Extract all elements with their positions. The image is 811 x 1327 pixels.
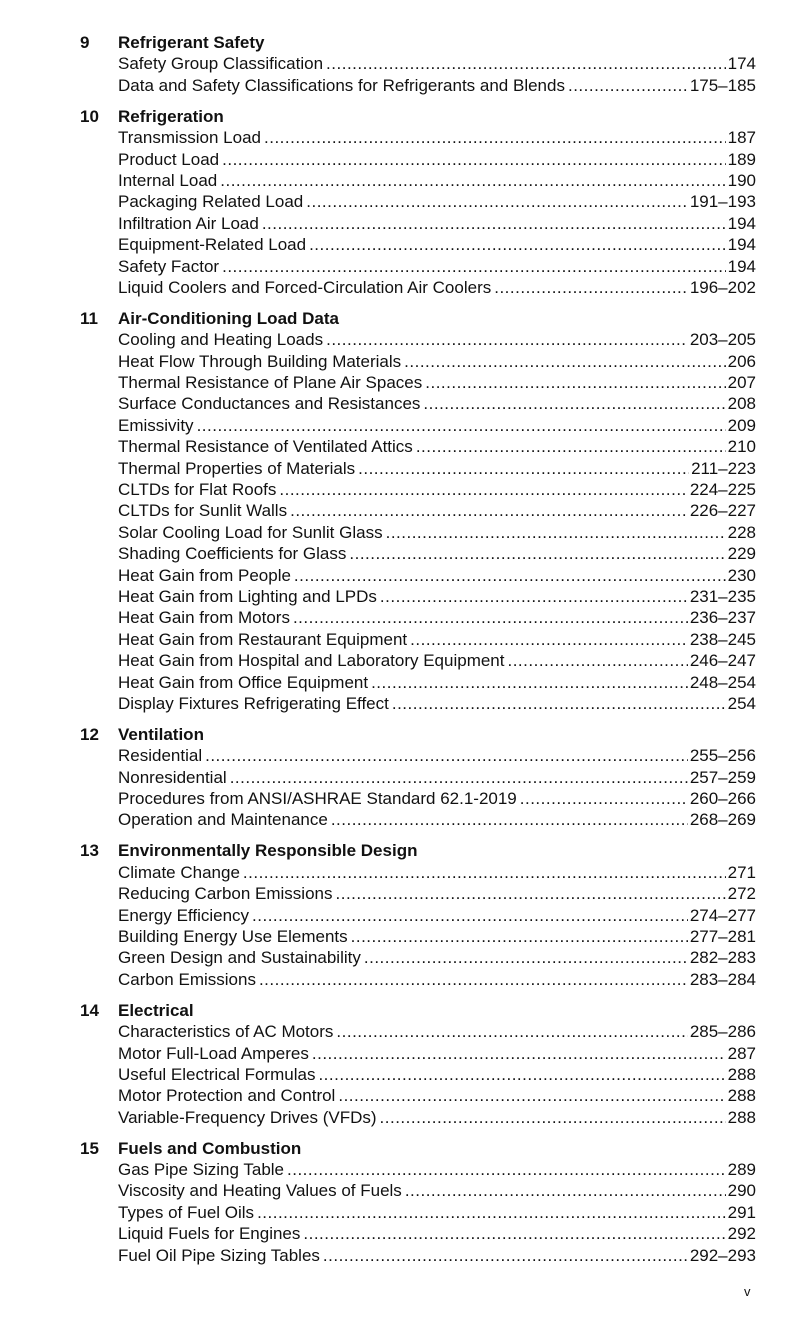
entry-title: Characteristics of AC Motors bbox=[118, 1022, 334, 1042]
entry-page-number: 272 bbox=[727, 884, 756, 904]
dot-leader bbox=[380, 1107, 726, 1128]
entry-page-number: 271 bbox=[727, 862, 756, 882]
toc-entry[interactable] bbox=[118, 543, 756, 564]
section-number: 10 bbox=[80, 106, 99, 126]
entry-page-number: 289 bbox=[727, 1160, 756, 1180]
entry-page-number: 283–284 bbox=[689, 969, 756, 989]
entry-title: Heat Flow Through Building Materials bbox=[118, 351, 402, 371]
dot-leader bbox=[222, 149, 725, 170]
entry-page-number: 191–193 bbox=[689, 192, 756, 212]
dot-leader bbox=[326, 53, 726, 74]
dot-leader bbox=[205, 745, 688, 766]
entry-title: Shading Coefficients for Glass bbox=[118, 544, 347, 564]
toc-entry[interactable] bbox=[118, 277, 756, 298]
dot-leader bbox=[294, 565, 726, 586]
dot-leader bbox=[323, 1245, 688, 1266]
section-heading bbox=[80, 308, 756, 329]
dot-leader bbox=[425, 372, 725, 393]
entry-title: Data and Safety Classifications for Refrigerants and Blends bbox=[118, 75, 565, 95]
toc-entry[interactable] bbox=[118, 862, 756, 883]
entry-title: Liquid Fuels for Engines bbox=[118, 1224, 301, 1244]
entry-page-number: 229 bbox=[727, 544, 756, 564]
toc-entry[interactable] bbox=[118, 947, 756, 968]
entry-page-number: 260–266 bbox=[689, 789, 756, 809]
section-title: Air-Conditioning Load Data bbox=[118, 308, 339, 328]
dot-leader bbox=[386, 522, 726, 543]
entry-title: Product Load bbox=[118, 149, 220, 169]
toc-entry[interactable] bbox=[118, 149, 756, 170]
table-of-contents bbox=[80, 32, 756, 1276]
toc-entry[interactable] bbox=[118, 256, 756, 277]
toc-entry[interactable] bbox=[118, 170, 756, 191]
entry-page-number: 254 bbox=[727, 693, 756, 713]
entry-page-number: 194 bbox=[727, 213, 756, 233]
entry-title: Heat Gain from Hospital and Laboratory Equipment bbox=[118, 651, 505, 671]
entry-title: Nonresidential bbox=[118, 767, 227, 787]
dot-leader bbox=[336, 1021, 687, 1042]
toc-entry[interactable] bbox=[118, 479, 756, 500]
entry-title: Cooling and Heating Loads bbox=[118, 330, 324, 350]
entry-title: Gas Pipe Sizing Table bbox=[118, 1160, 285, 1180]
entry-title: Procedures from ANSI/ASHRAE Standard 62.1-2019 bbox=[118, 789, 517, 809]
toc-entry[interactable] bbox=[118, 1180, 756, 1201]
entry-title: Energy Efficiency bbox=[118, 905, 250, 925]
dot-leader bbox=[197, 415, 726, 436]
entry-title: Useful Electrical Formulas bbox=[118, 1064, 316, 1084]
entry-title: Operation and Maintenance bbox=[118, 810, 328, 830]
entry-title: Fuel Oil Pipe Sizing Tables bbox=[118, 1245, 320, 1265]
dot-leader bbox=[380, 586, 688, 607]
entry-page-number: 274–277 bbox=[689, 905, 756, 925]
dot-leader bbox=[364, 947, 688, 968]
entry-page-number: 268–269 bbox=[689, 810, 756, 830]
dot-leader bbox=[338, 1085, 725, 1106]
entry-page-number: 231–235 bbox=[689, 586, 756, 606]
dot-leader bbox=[290, 500, 688, 521]
section-heading bbox=[80, 106, 756, 127]
entry-title: CLTDs for Sunlit Walls bbox=[118, 501, 288, 521]
toc-entry[interactable] bbox=[118, 329, 756, 350]
entry-title: Infiltration Air Load bbox=[118, 213, 259, 233]
dot-leader bbox=[243, 862, 726, 883]
entry-title: Internal Load bbox=[118, 170, 218, 190]
dot-leader bbox=[410, 629, 688, 650]
dot-leader bbox=[416, 436, 726, 457]
section-title: Refrigerant Safety bbox=[118, 33, 265, 52]
section-number: 9 bbox=[80, 33, 90, 52]
toc-entry[interactable] bbox=[118, 458, 756, 479]
toc-entry[interactable] bbox=[118, 788, 756, 809]
section-heading bbox=[80, 1138, 756, 1159]
dot-leader bbox=[404, 351, 725, 372]
entry-title: Liquid Coolers and Forced-Circulation Air Coolers bbox=[118, 277, 492, 297]
entry-title: Climate Change bbox=[118, 862, 240, 882]
toc-entry[interactable] bbox=[118, 1064, 756, 1085]
entry-page-number: 277–281 bbox=[689, 927, 756, 946]
dot-leader bbox=[262, 213, 726, 234]
dot-leader bbox=[306, 191, 688, 212]
dot-leader bbox=[287, 1159, 726, 1180]
dot-leader bbox=[507, 650, 687, 671]
entry-page-number: 290 bbox=[727, 1181, 756, 1201]
entry-title: Viscosity and Heating Values of Fuels bbox=[118, 1181, 402, 1201]
entry-page-number: 291 bbox=[727, 1202, 756, 1222]
entry-title: Equipment-Related Load bbox=[118, 235, 307, 255]
dot-leader bbox=[371, 672, 688, 693]
dot-leader bbox=[309, 234, 726, 255]
entry-title: Heat Gain from Restaurant Equipment bbox=[118, 629, 408, 649]
toc-entry[interactable] bbox=[118, 191, 756, 212]
entry-title: Residential bbox=[118, 746, 203, 766]
entry-page-number: 207 bbox=[727, 373, 756, 393]
toc-section bbox=[80, 1000, 756, 1128]
toc-entry[interactable] bbox=[118, 650, 756, 671]
section-title: Electrical bbox=[118, 1000, 194, 1020]
entry-title: Heat Gain from People bbox=[118, 565, 291, 585]
dot-leader bbox=[222, 256, 726, 277]
entry-page-number: 288 bbox=[727, 1086, 756, 1106]
entry-page-number: 248–254 bbox=[689, 672, 756, 692]
toc-entry[interactable] bbox=[118, 745, 756, 766]
dot-leader bbox=[326, 329, 688, 350]
toc-section bbox=[80, 32, 756, 96]
dot-leader bbox=[312, 1043, 726, 1064]
entry-page-number: 230 bbox=[727, 565, 756, 585]
entry-page-number: 190 bbox=[727, 170, 756, 190]
entry-title: Surface Conductances and Resistances bbox=[118, 394, 421, 414]
toc-section bbox=[80, 1138, 756, 1266]
page-number: v bbox=[744, 1284, 751, 1299]
entry-page-number: 203–205 bbox=[689, 330, 756, 350]
section-heading bbox=[80, 724, 756, 745]
section-heading bbox=[80, 840, 756, 861]
entry-title: CLTDs for Flat Roofs bbox=[118, 480, 277, 499]
entry-page-number: 285–286 bbox=[689, 1022, 756, 1042]
toc-entry[interactable] bbox=[118, 75, 756, 96]
dot-leader bbox=[303, 1223, 725, 1244]
dot-leader bbox=[279, 479, 687, 500]
entry-page-number: 174 bbox=[727, 54, 756, 74]
dot-leader bbox=[351, 926, 688, 947]
toc-entry[interactable] bbox=[118, 905, 756, 926]
entry-page-number: 228 bbox=[727, 522, 756, 542]
entry-page-number: 208 bbox=[727, 394, 756, 414]
toc-entry[interactable] bbox=[118, 127, 756, 148]
toc-entry[interactable] bbox=[118, 586, 756, 607]
dot-leader bbox=[264, 127, 726, 148]
toc-section bbox=[80, 840, 756, 990]
entry-title: Heat Gain from Motors bbox=[118, 608, 290, 628]
entry-title: Emissivity bbox=[118, 415, 194, 435]
entry-title: Motor Full-Load Amperes bbox=[118, 1043, 309, 1063]
dot-leader bbox=[423, 393, 725, 414]
dot-leader bbox=[230, 767, 688, 788]
toc-entry[interactable] bbox=[118, 393, 756, 414]
dot-leader bbox=[494, 277, 688, 298]
dot-leader bbox=[252, 905, 688, 926]
dot-leader bbox=[349, 543, 725, 564]
entry-page-number: 238–245 bbox=[689, 629, 756, 649]
dot-leader bbox=[358, 458, 689, 479]
section-heading bbox=[80, 1000, 756, 1021]
toc-entry[interactable] bbox=[118, 351, 756, 372]
toc-section bbox=[80, 106, 756, 299]
toc-entry[interactable] bbox=[118, 565, 756, 586]
dot-leader bbox=[392, 693, 726, 714]
entry-page-number: 287 bbox=[727, 1043, 756, 1063]
entry-title: Motor Protection and Control bbox=[118, 1086, 336, 1106]
entry-page-number: 175–185 bbox=[689, 75, 756, 95]
toc-entry[interactable] bbox=[118, 1043, 756, 1064]
entry-title: Packaging Related Load bbox=[118, 192, 304, 212]
toc-entry[interactable] bbox=[118, 693, 756, 714]
section-number: 14 bbox=[80, 1000, 99, 1020]
toc-entry[interactable] bbox=[118, 809, 756, 830]
entry-title: Safety Factor bbox=[118, 256, 220, 276]
entry-page-number: 257–259 bbox=[689, 767, 756, 787]
toc-entry[interactable] bbox=[118, 415, 756, 436]
toc-entry[interactable] bbox=[118, 436, 756, 457]
toc-entry[interactable] bbox=[118, 1202, 756, 1223]
entry-title: Thermal Properties of Materials bbox=[118, 458, 356, 478]
toc-entry[interactable] bbox=[118, 1021, 756, 1042]
entry-page-number: 226–227 bbox=[689, 501, 756, 521]
toc-entry[interactable] bbox=[118, 1223, 756, 1244]
section-title: Fuels and Combustion bbox=[118, 1138, 302, 1158]
toc-entry[interactable] bbox=[118, 1107, 756, 1128]
toc-entry[interactable] bbox=[118, 234, 756, 255]
toc-entry[interactable] bbox=[118, 629, 756, 650]
entry-title: Display Fixtures Refrigerating Effect bbox=[118, 693, 389, 713]
entry-page-number: 194 bbox=[727, 256, 756, 276]
toc-section bbox=[80, 308, 756, 714]
entry-title: Heat Gain from Lighting and LPDs bbox=[118, 586, 377, 606]
entry-page-number: 292–293 bbox=[689, 1245, 756, 1265]
dot-leader bbox=[336, 883, 726, 904]
toc-entry[interactable] bbox=[118, 969, 756, 990]
entry-page-number: 211–223 bbox=[691, 458, 756, 478]
section-number: 11 bbox=[80, 308, 98, 328]
dot-leader bbox=[520, 788, 688, 809]
entry-title: Thermal Resistance of Plane Air Spaces bbox=[118, 373, 423, 393]
toc-entry[interactable] bbox=[118, 1245, 756, 1266]
section-title: Environmentally Responsible Design bbox=[118, 841, 418, 861]
toc-entry[interactable] bbox=[118, 883, 756, 904]
entry-title: Carbon Emissions bbox=[118, 969, 256, 989]
toc-section bbox=[80, 724, 756, 831]
entry-page-number: 282–283 bbox=[689, 948, 756, 968]
toc-entry[interactable] bbox=[118, 926, 756, 947]
section-heading bbox=[80, 32, 756, 53]
entry-title: Solar Cooling Load for Sunlit Glass bbox=[118, 522, 383, 542]
section-title: Refrigeration bbox=[118, 106, 224, 126]
entry-page-number: 189 bbox=[727, 149, 756, 169]
entry-title: Thermal Resistance of Ventilated Attics bbox=[118, 437, 413, 457]
entry-page-number: 292 bbox=[727, 1224, 756, 1244]
entry-page-number: 255–256 bbox=[689, 746, 756, 766]
entry-title: Heat Gain from Office Equipment bbox=[118, 672, 369, 692]
section-number: 12 bbox=[80, 724, 99, 744]
toc-entry[interactable] bbox=[118, 607, 756, 628]
entry-title: Building Energy Use Elements bbox=[118, 927, 348, 946]
toc-entry[interactable] bbox=[118, 1159, 756, 1180]
dot-leader bbox=[331, 809, 688, 830]
entry-title: Types of Fuel Oils bbox=[118, 1202, 255, 1222]
toc-entry[interactable] bbox=[118, 372, 756, 393]
entry-title: Safety Group Classification bbox=[118, 54, 324, 74]
entry-page-number: 288 bbox=[727, 1064, 756, 1084]
entry-page-number: 210 bbox=[727, 437, 756, 457]
section-title: Ventilation bbox=[118, 724, 204, 744]
section-number: 13 bbox=[80, 841, 99, 861]
entry-title: Variable-Frequency Drives (VFDs) bbox=[118, 1107, 377, 1127]
toc-entry[interactable] bbox=[118, 213, 756, 234]
entry-title: Transmission Load bbox=[118, 128, 261, 148]
entry-title: Green Design and Sustainability bbox=[118, 948, 361, 968]
entry-page-number: 246–247 bbox=[689, 651, 756, 671]
dot-leader bbox=[405, 1180, 726, 1201]
section-number: 15 bbox=[80, 1138, 99, 1158]
dot-leader bbox=[220, 170, 725, 191]
entry-page-number: 196–202 bbox=[689, 277, 756, 297]
entry-page-number: 206 bbox=[727, 351, 756, 371]
entry-page-number: 224–225 bbox=[689, 480, 756, 499]
entry-title: Reducing Carbon Emissions bbox=[118, 884, 333, 904]
toc-entry[interactable] bbox=[118, 53, 756, 74]
toc-entry[interactable] bbox=[118, 500, 756, 521]
toc-entry[interactable] bbox=[118, 522, 756, 543]
dot-leader bbox=[318, 1064, 725, 1085]
dot-leader bbox=[293, 607, 688, 628]
toc-entry[interactable] bbox=[118, 672, 756, 693]
dot-leader bbox=[568, 75, 688, 96]
entry-page-number: 209 bbox=[727, 415, 756, 435]
toc-entry[interactable] bbox=[118, 1085, 756, 1106]
entry-page-number: 236–237 bbox=[689, 608, 756, 628]
entry-page-number: 187 bbox=[727, 128, 756, 148]
entry-page-number: 194 bbox=[727, 235, 756, 255]
dot-leader bbox=[259, 969, 688, 990]
dot-leader bbox=[257, 1202, 726, 1223]
toc-entry[interactable] bbox=[118, 767, 756, 788]
entry-page-number: 288 bbox=[727, 1107, 756, 1127]
